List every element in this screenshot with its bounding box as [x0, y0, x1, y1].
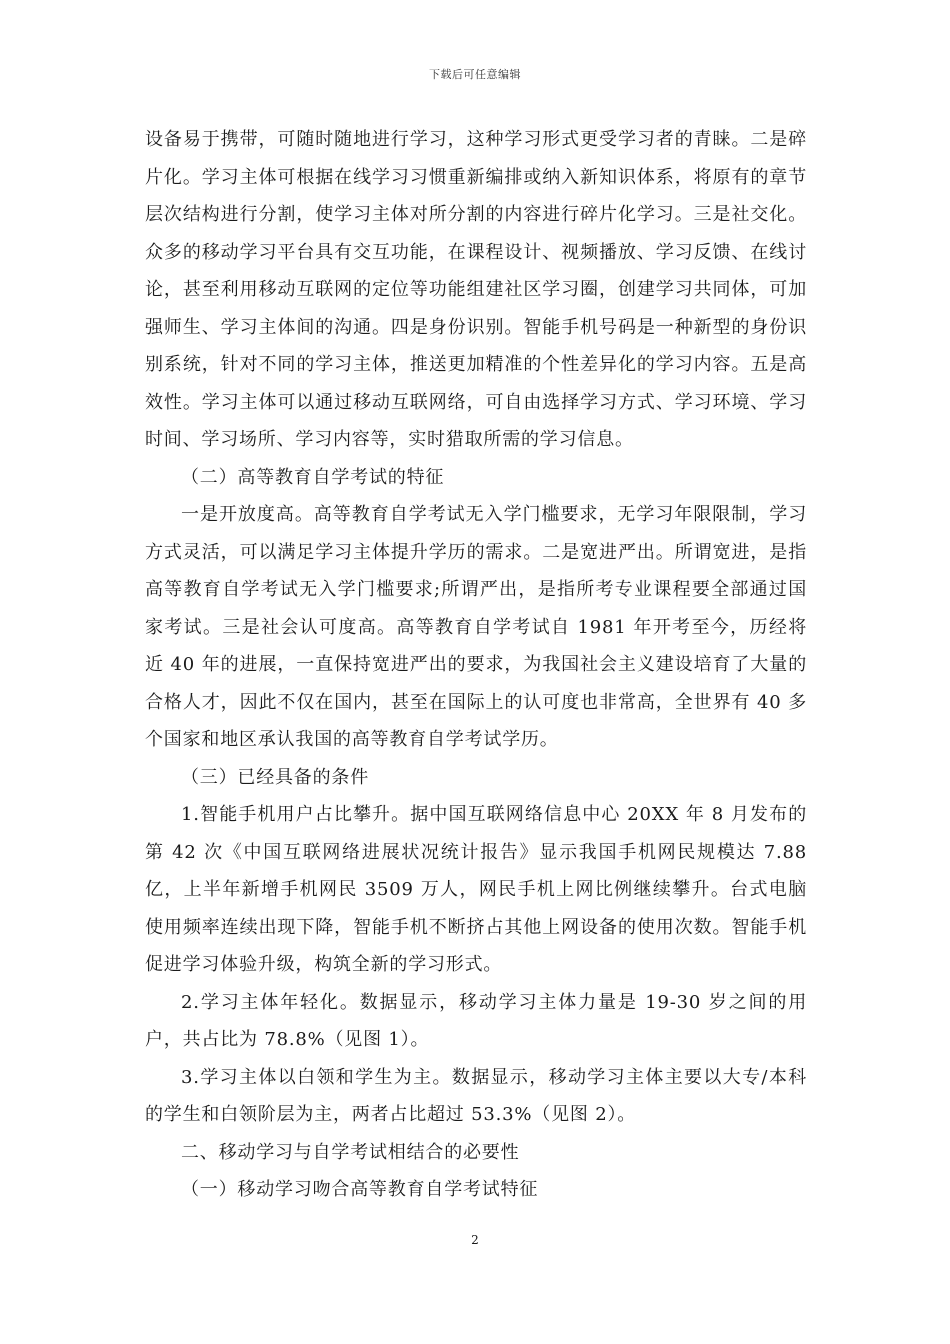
section-subheading: （一）移动学习吻合高等教育自学考试特征: [181, 1179, 539, 1200]
page-number: 2: [471, 1233, 479, 1247]
section-heading: 二、移动学习与自学考试相结合的必要性: [181, 1141, 520, 1163]
body-paragraph: 1.智能手机用户占比攀升。据中国互联网络信息中心 20XX 年 8 月发布的第 42 次《中国互联网络进展状况统计报告》显示我国手机网民规模达 7.88 亿，上半年新增手机网民 3509 万人，网民手机上网比例继续攀升。台式电脑使用频率连续出现下降，智能手机不断挤占其他上网设备的使用次数。智能手机促进学习体验升级，构筑全新的学习形式。: [145, 804, 807, 975]
section-subheading: （三）已经具备的条件: [181, 766, 369, 788]
body-paragraph: 2.学习主体年轻化。数据显示，移动学习主体力量是 19-30 岁之间的用户，共占比为 78.8%（见图 1）。: [145, 991, 807, 1050]
page-header-note: 下载后可任意编辑: [429, 68, 521, 81]
body-paragraph: 设备易于携带，可随时随地进行学习，这种学习形式更受学习者的青睐。二是碎片化。学习主体可根据在线学习习惯重新编排或纳入新知识体系，将原有的章节层次结构进行分割，使学习主体对所分割的内容进行碎片化学习。三是社交化。众多的移动学习平台具有交互功能，在课程设计、视频播放、学习反馈、在线讨论，甚至利用移动互联网的定位等功能组建社区学习圈，创建学习共同体，可加强师生、学习主体间的沟通。四是身份识别。智能手机号码是一种新型的身份识别系统，针对不同的学习主体，推送更加精准的个性差异化的学习内容。五是高效性。学习主体可以通过移动互联网络，可自由选择学习方式、学习环境、学习时间、学习场所、学习内容等，实时猎取所需的学习信息。: [145, 129, 807, 450]
document-body: [145, 121, 807, 1209]
body-paragraph: 一是开放度高。高等教育自学考试无入学门槛要求，无学习年限限制，学习方式灵活，可以满足学习主体提升学历的需求。二是宽进严出。所谓宽进，是指高等教育自学考试无入学门槛要求;所谓严出，是指所考专业课程要全部通过国家考试。三是社会认可度高。高等教育自学考试自 1981 年开考至今，历经将近 40 年的进展，一直保持宽进严出的要求，为我国社会主义建设培育了大量的合格人才，因此不仅在国内，甚至在国际上的认可度也非常高，全世界有 40 多个国家和地区承认我国的高等教育自学考试学历。: [145, 504, 807, 750]
section-subheading: （二）高等教育自学考试的特征: [181, 466, 445, 488]
body-paragraph: 3.学习主体以白领和学生为主。数据显示，移动学习主体主要以大专/本科的学生和白领阶层为主，两者占比超过 53.3%（见图 2）。: [145, 1066, 807, 1125]
